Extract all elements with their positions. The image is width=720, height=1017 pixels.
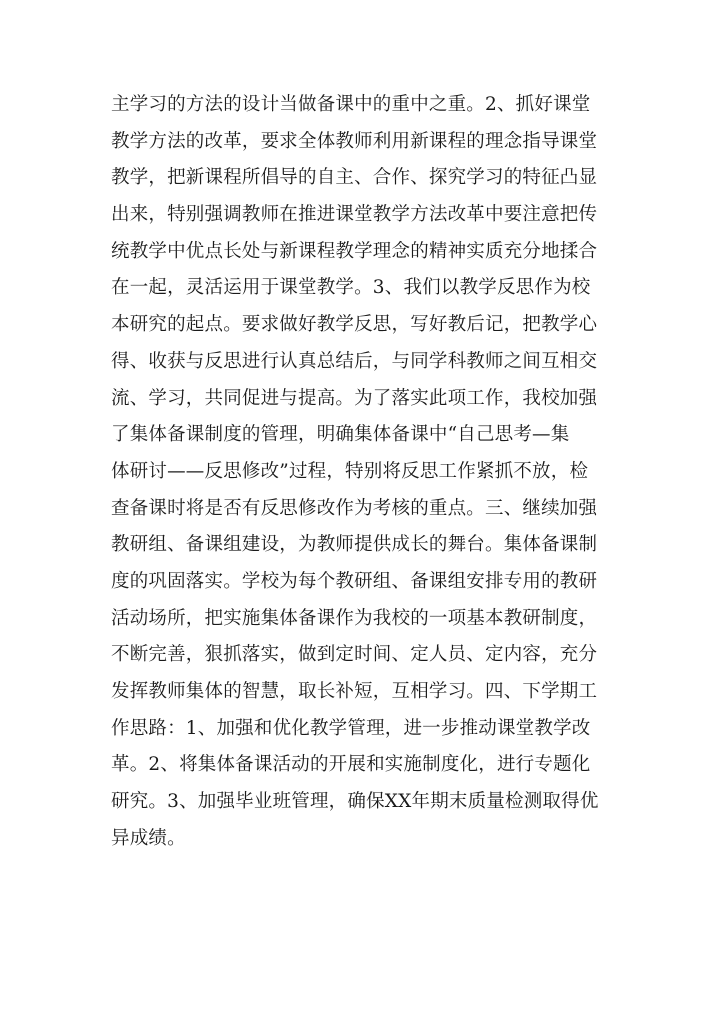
body-text [111, 87, 631, 857]
text-line: 革。2、将集体备课活动的开展和实施制度化，进行专题化 [111, 754, 591, 776]
text-line: 教学方法的改革，要求全体教师利用新课程的理念指导课堂 [111, 130, 598, 152]
text-line: 了集体备课制度的管理，明确集体备课中“自己思考—集 [111, 424, 570, 446]
text-line: 研究。3、加强毕业班管理，确保XX年期末质量检测取得优 [111, 791, 599, 813]
text-line: 流、学习，共同促进与提高。为了落实此项工作，我校加强 [111, 387, 598, 409]
text-line: 不断完善，狠抓落实，做到定时间、定人员、定内容，充分 [111, 644, 598, 666]
text-line: 查备课时将是否有反思修改作为考核的重点。三、继续加强 [111, 497, 598, 519]
text-line: 统教学中优点长处与新课程教学理念的精神实质充分地揉合 [111, 240, 598, 262]
text-line: 在一起，灵活运用于课堂教学。3、我们以教学反思作为校 [111, 277, 591, 299]
text-line: 异成绩。 [111, 827, 186, 849]
text-line: 主学习的方法的设计当做备课中的重中之重。2、抓好课堂 [111, 94, 591, 115]
text-line: 出来，特别强调教师在推进课堂教学方法改革中要注意把传 [111, 204, 598, 226]
text-line: 活动场所，把实施集体备课作为我校的一项基本教研制度， [111, 607, 598, 629]
text-line: 得、收获与反思进行认真总结后，与同学科教师之间互相交 [111, 350, 598, 372]
text-line: 教学，把新课程所倡导的自主、合作、探究学习的特征凸显 [111, 167, 598, 189]
text-line: 作思路：1、加强和优化教学管理，进一步推动课堂教学改 [111, 717, 591, 739]
text-line: 发挥教师集体的智慧，取长补短，互相学习。四、下学期工 [111, 681, 598, 702]
text-line: 本研究的起点。要求做好教学反思，写好教后记，把教学心 [111, 314, 598, 336]
text-line: 度的巩固落实。学校为每个教研组、备课组安排专用的教研 [111, 570, 598, 592]
text-line: 体研讨——反思修改”过程，特别将反思工作紧抓不放，检 [111, 460, 589, 482]
text-line: 教研组、备课组建设，为教师提供成长的舞台。集体备课制 [111, 534, 598, 556]
